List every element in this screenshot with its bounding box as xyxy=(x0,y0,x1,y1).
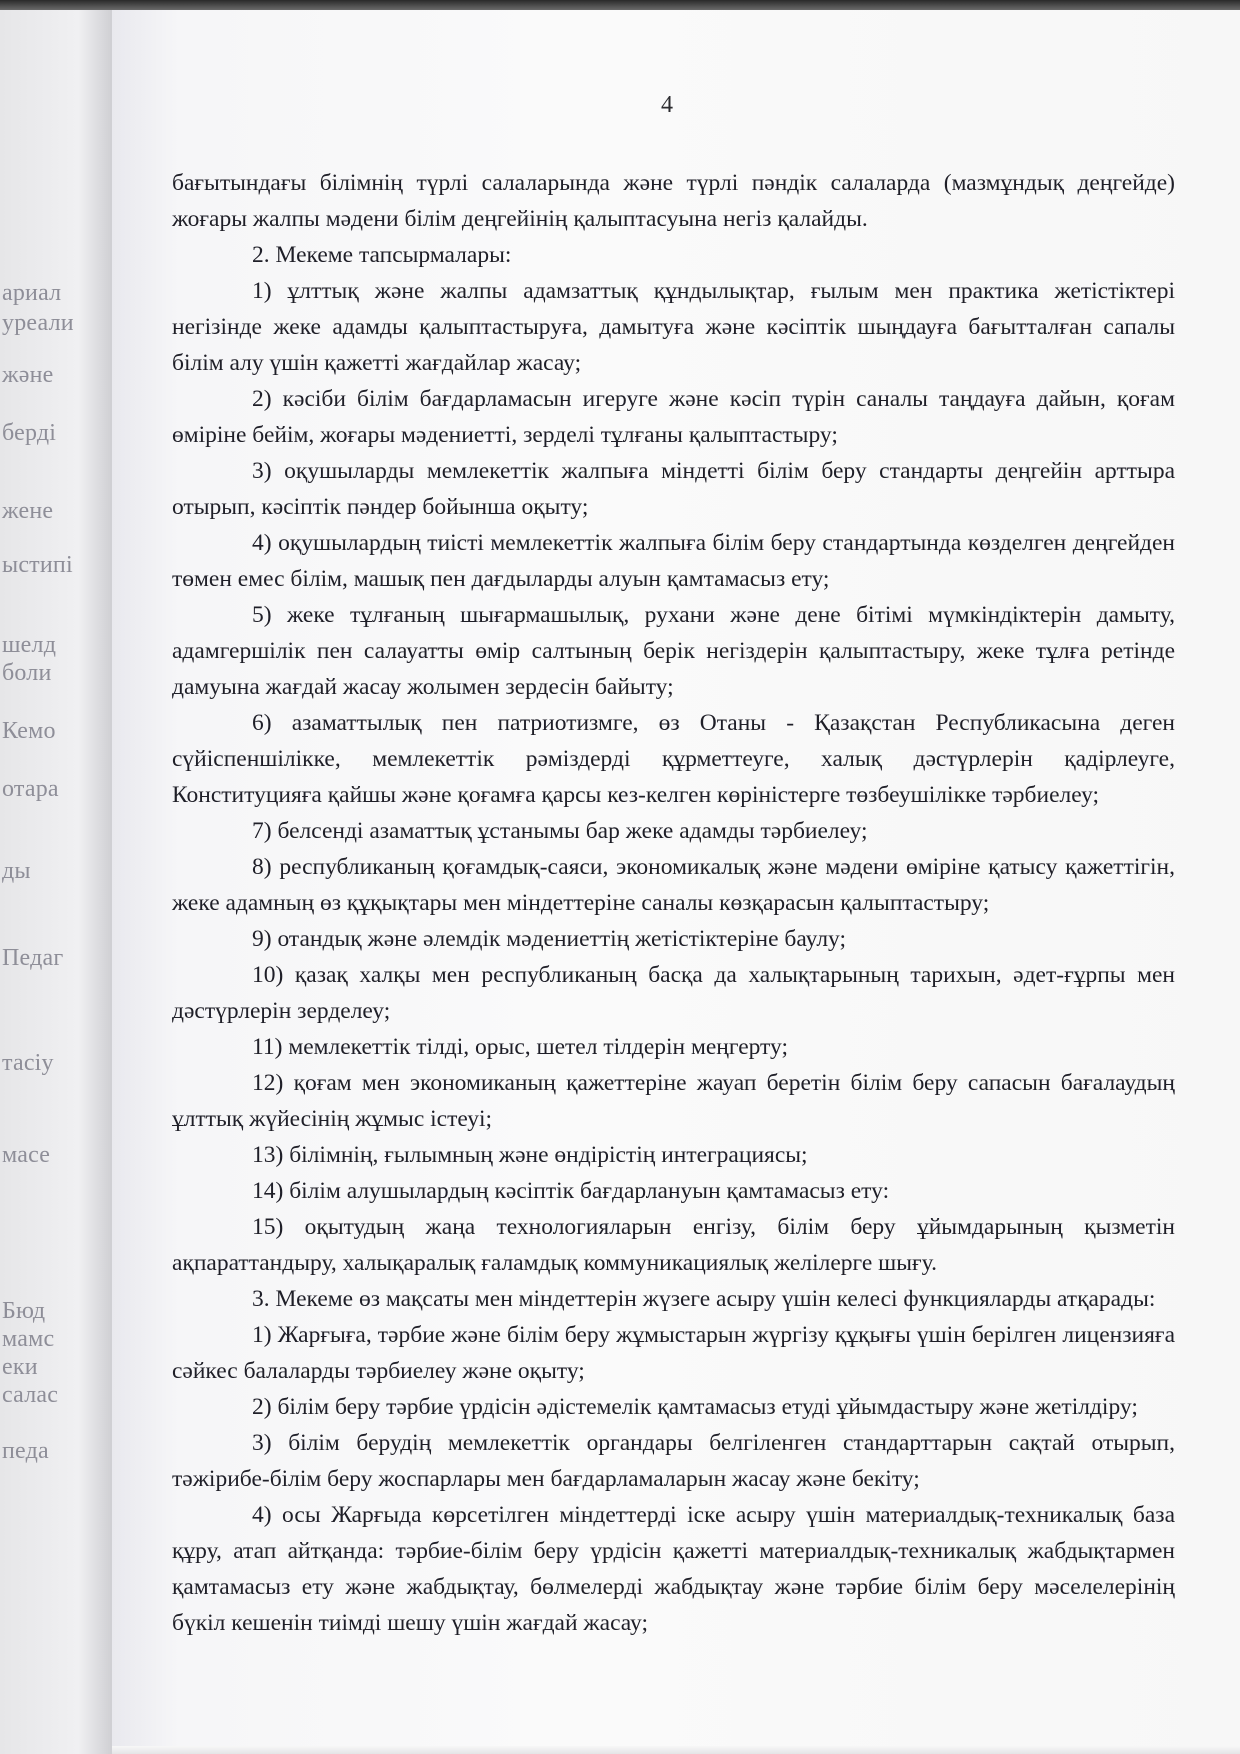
section-heading-tasks: 2. Мекеме тапсырмалары: xyxy=(252,242,512,268)
list-item: 4) осы Жарғыда көрсетілген міндеттерді іске асыру үшін материалдық-техникалық база құру, атап айтқанда: тәрбие-білім беру үрдісін қажетті материалдық-техникалық жабдықтармен қамтамасыз ету және жабдықтау, бөлмелерді жабдықтау және тәрбие білім беру мәселелерінің бүкіл кешенін тиімді шешу үшін жағдай жасау; xyxy=(172,1502,1175,1636)
list-item: 1) Жарғыға, тәрбие және білім беру жұмыстарын жүргізу құқығы үшін берілген лицензияға сәйкес балаларды тәрбиелеу және оқыту; xyxy=(172,1322,1175,1384)
adjacent-page-fragment: мамс xyxy=(2,1326,55,1352)
list-item: 9) отандық және әлемдік мәдениеттің жетістіктеріне баулу; xyxy=(252,926,847,952)
adjacent-page-fragment: берді xyxy=(2,420,57,446)
adjacent-page-fragment: ды xyxy=(2,858,31,884)
scan-top-edge xyxy=(0,0,1240,10)
paragraph-continuation: бағытындағы білімнің түрлі салаларында және түрлі пәндік салаларда (мазмұндық деңгейде) жоғары жалпы мәдени білім деңгейінің қалыптасуына негіз қалайды. xyxy=(172,170,1175,232)
document-page xyxy=(112,10,1240,1754)
section-heading-functions: 3. Мекеме өз мақсаты мен міндеттерін жүзеге асыру үшін келесі функцияларды атқарады: xyxy=(252,1286,1156,1312)
adjacent-page-fragment: ариал xyxy=(2,280,62,306)
list-item: 7) белсенді азаматтық ұстанымы бар жеке адамды тәрбиелеу; xyxy=(252,818,868,844)
list-item: 3) оқушыларды мемлекеттік жалпыға міндетті білім беру стандарты деңгейін арттыра отырып, кәсіптік пәндер бойынша оқыту; xyxy=(172,458,1175,520)
adjacent-page-fragment: отара xyxy=(2,776,59,802)
adjacent-page-fragment: Бюд xyxy=(2,1298,46,1324)
list-item: 2) білім беру тәрбие үрдісін әдістемелік қамтамасыз етуді ұйымдастыру және жетілдіру; xyxy=(252,1394,1138,1420)
adjacent-page-fragment: Педаг xyxy=(2,945,64,971)
list-item: 13) білімнің, ғылымның және өндірістің интеграциясы; xyxy=(252,1142,808,1168)
list-item: 15) оқытудың жаңа технологияларын енгізу, білім беру ұйымдарының қызметін ақпараттандыру, халықаралық ғаламдық коммуникациялық желілерге шығу. xyxy=(172,1214,1175,1276)
list-item: 3) білім берудің мемлекеттік органдары белгіленген стандарттарын сақтай отырып, тәжірибе-білім беру жоспарлары мен бағдарламаларын жасау және бекіту; xyxy=(172,1430,1175,1492)
list-item: 14) білім алушылардың кәсіптік бағдарлануын қамтамасыз ету: xyxy=(252,1178,890,1204)
adjacent-page-fragment: боли xyxy=(2,660,52,686)
adjacent-page-fragment: және xyxy=(2,362,54,388)
adjacent-page-fragment: тасіу xyxy=(2,1050,54,1076)
list-item: 8) республиканың қоғамдық-саяси, экономикалық және мәдени өміріне қатысу қажеттігін, жеке адамның өз құқықтары мен міндеттеріне саналы көзқарасын қалыптастыру; xyxy=(172,854,1175,916)
page-number: 4 xyxy=(661,92,673,118)
adjacent-page-fragment: еки xyxy=(2,1354,38,1380)
list-item: 11) мемлекеттік тілді, орыс, шетел тілдерін меңгерту; xyxy=(252,1034,788,1060)
adjacent-page-fragment: Кемо xyxy=(2,718,56,744)
adjacent-page-fragment: шелд xyxy=(2,632,57,658)
adjacent-page-fragment: педа xyxy=(2,1438,49,1464)
adjacent-page-fragment: жене xyxy=(2,498,54,524)
adjacent-page-fragment: салас xyxy=(2,1382,59,1408)
list-item: 12) қоғам мен экономиканың қажеттеріне жауап беретін білім беру сапасын бағалаудың ұлттық жүйесінің жұмыс істеуі; xyxy=(172,1070,1175,1132)
list-item: 1) ұлттық және жалпы адамзаттық құндылықтар, ғылым мен практика жетістіктері негізінде жеке адамды қалыптастыруға, дамытуға және кәсіптік шыңдауға бағытталған сапалы білім алу үшін қажетті жағдайлар жасау; xyxy=(172,278,1175,376)
page-bottom-edge xyxy=(112,1746,1240,1754)
list-item: 4) оқушылардың тиісті мемлекеттік жалпыға білім беру стандартында көзделген деңгейден төмен емес білім, машық пен дағдыларды алуын қамтамасыз ету; xyxy=(172,530,1175,592)
adjacent-page-fragment: ыстипі xyxy=(2,552,73,578)
list-item: 2) кәсіби білім бағдарламасын игеруге және кәсіп түрін саналы таңдауға дайын, қоғам өміріне бейім, жоғары мәдениетті, зерделі тұлғаны қалыптастыру; xyxy=(172,386,1175,448)
adjacent-page-fragment: уреали xyxy=(2,310,74,336)
adjacent-page-fragment: масе xyxy=(2,1142,51,1168)
list-item: 6) азаматтылық пен патриотизмге, өз Отаны - Қазақстан Республикасына деген сүйіспеншілікке, мемлекеттік рәміздерді құрметтеуге, халық дәстүрлерін қадірлеуге, Конституцияға қайшы және қоғамға қарсы кез-келген көріністерге төзбеушілікке тәрбиелеу; xyxy=(172,710,1175,808)
list-item: 5) жеке тұлғаның шығармашылық, рухани және дене бітімі мүмкіндіктерін дамыту, адамгершілік пен салауатты өмір салтының берік негіздерін қалыптастыру, жеке тұлға ретінде дамуына жағдай жасау жолымен зердесін байыту; xyxy=(172,602,1175,700)
document-body xyxy=(172,165,1175,1641)
list-item: 10) қазақ халқы мен республиканың басқа да халықтарының тарихын, әдет-ғұрпы мен дәстүрлерін зерделеу; xyxy=(172,962,1175,1024)
adjacent-page-strip xyxy=(0,10,112,1754)
